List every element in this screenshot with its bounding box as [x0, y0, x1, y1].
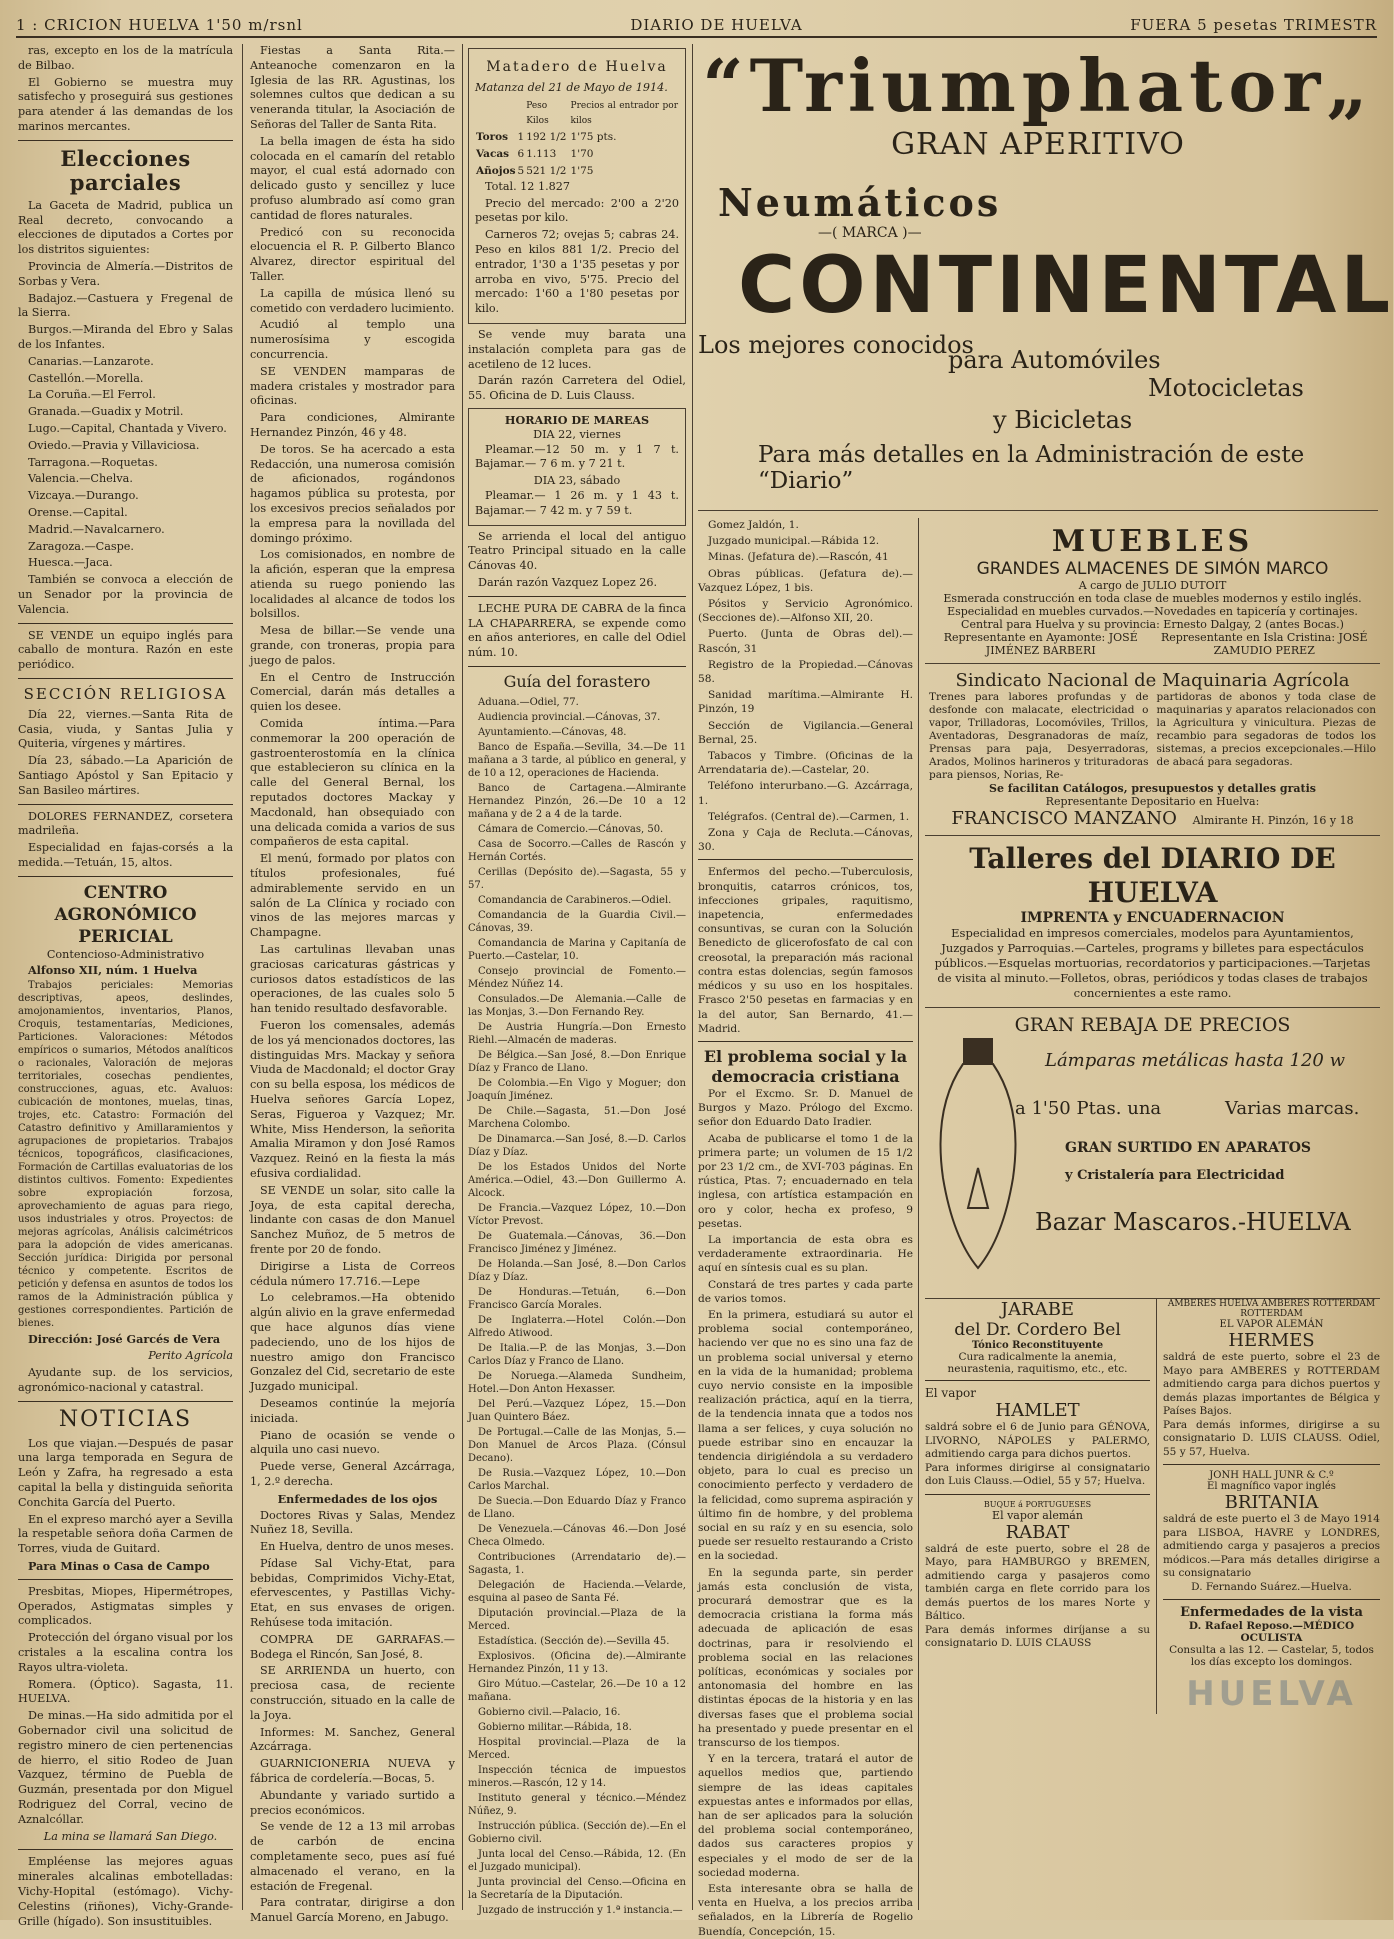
article-text: SE VENDE un solar, sito calle la Joya, de esta capital derecha, lindante con casas de don Manuel Sanchez Muñoz, de 5 metros de frente por 20 de fondo. [250, 1183, 455, 1256]
list-item: De Rusia.—Vazquez López, 10.—Don Carlos Marchal. [468, 1467, 686, 1492]
list-item: De los Estados Unidos del Norte América.—Odiel, 43.—Don Guillermo A. Alcock. [468, 1161, 686, 1199]
ad-heading: Sindicato Nacional de Maquinaria Agrícola [955, 670, 1350, 691]
article-text: En la segunda parte, sin perder jamás esta conclusión de vista, procurará demostrar que es la democracia cristiana la forma más adecuada de aplicación de esas doctrinas, para ir resolviendo el problema social en las relaciones políticas, económicas y sociales por antonomasia del hombre en las distintas épocas de la historia y en las diversas fases que el problema social ha presentado y puede presentar en el transcurso de los tiempos. [698, 1566, 913, 1750]
ad-text: Lámparas metálicas hasta 120 w [1045, 1050, 1346, 1071]
section-title: Guía del forastero [503, 671, 651, 691]
article-text: Empléense las mejores aguas minerales alcalinas embotelladas: Vichy-Hopital (estómago). Vichy-Celestins (riñones), Vichy-Grande-Grille (hígado). Son insustituibles. [18, 1855, 233, 1928]
ad-text: Se facilitan Catálogos, presupuestos y detalles gratis [989, 782, 1316, 795]
list-item: De Honduras.—Tetuán, 6.—Don Francisco García Morales. [468, 1286, 686, 1311]
list-item: Consejo provincial de Fomento.—Méndez Núñez 14. [468, 965, 686, 990]
article-text: Precio del mercado: 2'00 a 2'20 pesetas por kilo. [475, 196, 679, 225]
ad-text: D. Fernando Suárez.—Huelva. [1191, 1580, 1352, 1593]
list-item: Comandancia de la Guardia Civil.—Cánovas, 39. [468, 909, 686, 934]
divider [925, 1494, 1150, 1495]
article-text: Las cartulinas llevaban unas graciosas caricaturas gástricas y curiosos datos estadísticos de las operaciones, de las cuales solo 5 han tenido resultado desfavorable. [250, 943, 455, 1016]
table-cell: 1'75 [570, 164, 594, 177]
divider [18, 1579, 233, 1580]
article-text: SE ARRIENDA un huerto, con preciosa casa, de reciente construcción, situado en la calle de la Joya. [250, 1664, 455, 1722]
table-header [475, 98, 517, 130]
article-text: El menú, formado por platos con títulos profesionales, fué admirablemente servido en un salón de La Clínica y rociado con vinos de las mejores marcas y Champagne. [250, 852, 455, 940]
classified-ad: Darán razón Vazquez Lopez 26. [478, 575, 658, 589]
divider [925, 1380, 1150, 1381]
column-1 [18, 44, 233, 1928]
article-text: Comida íntima.—Para conmemorar la 200 operación de gastroenterostomía en la clínica que establecieron su clínica en la calle del General Bernal, los reputados doctores Mackay y Macdonald, han obsequiado con una delicada comida a varios de sus compañeros de esta capital. [250, 717, 455, 849]
ad-address: Almirante H. Pinzón, 16 y 18 [1192, 814, 1354, 827]
list-item: Comandancia de Marina y Capitanía de Puerto.—Castelar, 10. [468, 937, 686, 962]
list-item: Delegación de Hacienda.—Velarde, esquina al paseo de Santa Fé. [468, 1579, 686, 1604]
article-text: Se vende de 12 a 13 mil arrobas de carbón de encina completamente seco, pues así fué almacenado el verano, en la estación de Fregenal. [250, 1820, 455, 1893]
ad-text: Para informes dirigirse al consignatario don Luis Clauss.—Odiel, 55 y 57; Huelva. [925, 1461, 1150, 1487]
table-cell: Añojos [476, 164, 516, 177]
table-cell: 6 [517, 148, 525, 161]
list-item: Audiencia provincial.—Cánovas, 37. [478, 711, 661, 723]
list-item: De Austria Hungría.—Don Ernesto Riehl.—Almacén de maderas. [468, 1021, 686, 1046]
signature: Perito Agrícola [148, 1349, 233, 1363]
list-item: Sanidad marítima.—Almirante H. Pinzón, 19 [698, 689, 913, 716]
sindicato-ad [925, 664, 1380, 836]
triumphator-ad [698, 44, 1378, 174]
list-item: De Holanda.—San José, 8.—Don Carlos Díaz y Díaz. [468, 1258, 686, 1283]
article-text: Lo celebramos.—Ha obtenido algún alivio en la grave enfermedad que hace algunos días viene padeciendo, uno de los hijos de nuestro amigo don Francisco Gonzalez del Cid, secretario de este Juzgado municipal. [250, 1291, 455, 1394]
tide-times: Pleamar.—12 50 m. y 1 7 t. Bajamar.— 7 6 m. y 7 21 t. [475, 442, 679, 471]
list-item: Obras públicas. (Jefatura de).—Vazquez López, 1 bis. [698, 567, 913, 594]
ad-text: D. Rafael Reposo.—MÉDICO OCULISTA [1188, 1620, 1355, 1644]
list-item: De Bélgica.—San José, 8.—Don Enrique Díaz y Franco de Llano. [468, 1049, 686, 1074]
list-item: Puerto. (Junta de Obras del).—Rascón, 31 [698, 628, 913, 655]
shipping-section [925, 1299, 1380, 1714]
ad-heading: Enfermedades de la vista [1180, 1605, 1363, 1620]
ad-text [929, 808, 1376, 829]
list-item: De Noruega.—Alameda Sundheim, Hotel.—Don Anton Hexasser. [468, 1370, 686, 1395]
ad-text: A cargo de JULIO DUTOIT [1078, 579, 1227, 592]
article-text: Pídase Sal Vichy-Etat, para bebidas, Comprimidos Vichy-Etat, efervescentes, y Pastillas Vichy-Etat, en sus envases de origen. Rehúsese toda imitación. [250, 1556, 455, 1630]
column-3 [468, 44, 686, 1914]
classified-ad: Especialidad en fajas-corsés a la medida.—Tetuán, 15, altos. [18, 841, 233, 870]
talleres-ad [925, 836, 1380, 1008]
list-item: De Chile.—Sagasta, 51.—Don José Marchena Colombo. [468, 1105, 686, 1130]
article-text: GUARNICIONERIA NUEVA y fábrica de cordelería.—Bocas, 5. [250, 1757, 455, 1786]
list-item: De Colombia.—En Vigo y Moguer; don Joaquín Jiménez. [468, 1077, 686, 1102]
ad-heading: Talleres del DIARIO DE HUELVA [969, 842, 1336, 909]
list-item: La Coruña.—El Ferrol. [28, 388, 156, 402]
ad-text: Cura radicalmente la anemia, neurastenia, raquitismo, etc., etc. [947, 1351, 1128, 1375]
directory-list [468, 696, 686, 1917]
article-text: Presbitas, Miopes, Hipermétropes, Operados, Astigmatas simples y complicados. [18, 1584, 233, 1628]
article-text: También se convoca a elección de un Senador por la provincia de Valencia. [18, 573, 233, 616]
ad-text: y Bicicletas [993, 406, 1133, 434]
ad-subtitle: GRAN APERITIVO [891, 127, 1185, 162]
article-text: Predicó con su reconocida elocuencia el R. P. Gilberto Blanco Alvarez, director espiritual del Taller. [250, 225, 455, 283]
list-item: Valencia.—Chelva. [28, 472, 133, 486]
divider [1163, 1464, 1380, 1465]
article-text: SE VENDEN mamparas de madera cristales y mostrador para oficinas. [250, 364, 455, 408]
list-item: Badajoz.—Castuera y Fregenal de la Sierra. [18, 291, 233, 320]
divider [18, 623, 233, 624]
rebaja-ad [925, 1008, 1380, 1299]
ad-text: Para más detalles en la Administración de este “Diario” [758, 442, 1305, 494]
column-divider [918, 518, 919, 1910]
ad-text: El vapor [925, 1386, 976, 1400]
shipping-right [1157, 1299, 1380, 1714]
article-text: Fueron los comensales, además de los yá mencionados doctores, las distinguidas Mrs. Mackay y señora Viuda de Macdonald; el doctor Gray con su bella esposa, los médicos de Huelva señores García Lopez, Seras, Figueroa y Vazquez; Mr. White, Miss Henderson, la señorita Amalia Miramon y don José Ramos Vazquez. Reinó en la fiesta la más efusiva cordialidad. [250, 1019, 455, 1180]
ad-text: Tónico Reconstituyente [971, 1340, 1104, 1351]
article-text: Piano de ocasión se vende o alquila uno casi nuevo. [250, 1428, 455, 1457]
article-text: Para condiciones, Almirante Hernandez Pinzón, 46 y 48. [250, 411, 455, 439]
ad-brand: CONTINENTAL [738, 241, 1394, 331]
article-text: En el Centro de Instrucción Comercial, darán más detalles a quien los desee. [250, 670, 455, 714]
table-row [475, 129, 679, 146]
article-text: Ayudante sup. de los servicios, agronómico-nacional y catastral. [18, 1366, 233, 1394]
article-text: Los que viajan.—Después de pasar una larga temporada en Segura de León y Zafra, ha regresado a esta capital la bella y distinguida señorita Conchita García del Puerto. [18, 1436, 233, 1509]
article-text: Acudió al templo una numerosísima y escogida concurrencia. [250, 318, 455, 361]
ad-text: saldrá de este puerto el 3 de Mayo 1914 para LISBOA, HAVRE y LONDRES, admitiendo carga y pasajeros a precios módicos.—Para más detalles dirigirse a su consignatario [1163, 1513, 1380, 1579]
classified-ad: SE VENDE un equipo inglés para caballo de montura. Razón en este periódico. [18, 628, 233, 672]
ship-name: BRITANIA [1224, 1492, 1319, 1513]
library-stamp: HUELVA [1186, 1674, 1357, 1714]
divider [1163, 1599, 1380, 1600]
ad-text: Representante Depositario en Huelva: [1045, 795, 1260, 808]
divider [698, 1041, 913, 1042]
table-row [475, 163, 679, 180]
list-item: Cerillas (Depósito de).—Sagasta, 55 y 57. [468, 866, 686, 891]
list-item: De Italia.—P. de las Monjas, 3.—Don Carlos Díaz y Franco de Llano. [468, 1342, 686, 1367]
article-text: Romera. (Óptico). Sagasta, 11. HUELVA. [18, 1677, 233, 1706]
list-item: Juzgado de instrucción y 1.ª instancia.— [478, 1904, 683, 1916]
article-text: Carneros 72; ovejas 5; cabras 24. Peso en kilos 881 1/2. Precio del entrador, 1'30 a 1'35 pesetas y por arroba en vivo, 5'75. Precio del mercado: 1'60 a 1'80 pesetas por kilo. [475, 228, 679, 316]
list-item: De Francia.—Vazquez López, 10.—Don Víctor Prevost. [468, 1202, 686, 1227]
list-item: Junta local del Censo.—Rábida, 12. (En el Juzgado municipal). [468, 1848, 686, 1873]
ad-heading: del Dr. Cordero Bel [954, 1320, 1121, 1340]
classified-ad: Se vende muy barata una instalación completa para gas de acetileno de 12 luces. [468, 327, 686, 371]
article-text: Para Minas o Casa de Campo [28, 1559, 210, 1574]
table-cell: Vacas [476, 148, 510, 161]
section-title: Matadero de Huelva [486, 59, 668, 75]
ad-text: BUQUE á PORTUGUESES [983, 1499, 1092, 1509]
list-item: De Guatemala.—Cánovas, 36.—Don Francisco Jiménez y Jiménez. [468, 1230, 686, 1255]
list-item: Aduana.—Odiel, 77. [478, 696, 579, 708]
ad-text: partidoras de abonos y toda clase de maquinarias y aparatos relacionados con la Agricultura y vinicultura. Piezas de recambio para segadoras de todos los sistemas, a precios excepcionales.—Hilo de abacá para segadoras. [1156, 691, 1376, 768]
table-header-row [475, 98, 679, 130]
list-item: Gobierno civil.—Palacio, 16. [478, 1706, 621, 1718]
table-header: Precios al entrador por kilos [570, 100, 678, 126]
slaughterhouse-box [468, 48, 686, 324]
column-divider [242, 44, 243, 1910]
table-cell: 1'70 [570, 148, 594, 161]
article-text: Doctores Rivas y Salas, Mendez Nuñez 18, Sevilla. [250, 1508, 455, 1537]
section-title: SECCIÓN RELIGIOSA [23, 684, 228, 703]
ad-name: FRANCISCO MANZANO [951, 808, 1177, 829]
ad-text: Representante en Isla Cristina: JOSÉ ZAMUDIO PEREZ [1160, 631, 1368, 657]
list-item: Banco de España.—Sevilla, 34.—De 11 mañana a 3 tarde, al público en general, y de 10 a 12, operaciones de Hacienda. [468, 741, 686, 779]
article-text: Abundante y variado surtido a precios económicos. [250, 1788, 455, 1817]
list-item: Tabacos y Timbre. (Oficinas de la Arrendataria de).—Castelar, 20. [698, 750, 913, 777]
ad-representatives [929, 631, 1376, 657]
ad-text: GRANDES ALMACENES DE SIMÓN MARCO [976, 559, 1329, 579]
article-text: Esta interesante obra se halla de venta en Huelva, a los precios arriba señalados, en la Librería de Rogelio Buendía, Concepción, 15. [698, 1883, 913, 1938]
article-text: De minas.—Ha sido admitida por el Gobernador civil una solicitud de registro minero de cien pertenencias de hierro, el sitio Rodeo de Juan Vazquez, término de Puebla de Guzmán, presentada por don Miguel Rodriguez del Corral, vecino de Aznalcóllar. [18, 1709, 233, 1826]
header-center: DIARIO DE HUELVA [630, 16, 803, 34]
table-cell: 1.113 [526, 148, 557, 161]
divider [698, 859, 913, 860]
list-item: Minas. (Jefatura de).—Rascón, 41 [708, 551, 889, 564]
list-item: Ayuntamiento.—Cánovas, 48. [478, 726, 627, 738]
article-text: La Gaceta de Madrid, publica un Real decreto, convocando a elecciones de diputados a Cortes por los distritos siguientes: [18, 198, 233, 257]
ad-text: para Automóviles [948, 346, 1161, 374]
article-text: Protección del órgano visual por los cristales a la escalina contra los Rayos ultra-violeta. [18, 1631, 233, 1674]
list-item: Giro Mútuo.—Castelar, 26.—De 10 a 12 mañana. [468, 1678, 686, 1703]
ship-name: HERMES [1228, 1330, 1315, 1351]
list-item: Casa de Socorro.—Calles de Rascón y Hernán Cortés. [468, 838, 686, 863]
divider [18, 804, 233, 805]
article-text: En el expreso marchó ayer a Sevilla la respetable señora doña Carmen de Torres, viuda de Guitard. [18, 1512, 233, 1556]
article-text: Dirigirse a Lista de Correos cédula número 17.716.—Lepe [250, 1259, 455, 1288]
muebles-ad [925, 518, 1380, 664]
list-item: Telégrafos. (Central de).—Carmen, 1. [708, 810, 910, 823]
list-item: Gomez Jaldón, 1. [708, 519, 799, 531]
divider [18, 876, 233, 877]
list-item: De Portugal.—Calle de las Monjas, 5.—Don Manuel de Arcos Plaza. (Cónsul Decano). [468, 1426, 686, 1464]
ad-text: El magnífico vapor inglés [1207, 1481, 1336, 1492]
ad-text: Especialidad en impresos comerciales, modelos para Ayuntamientos, Juzgados y Parroquias.—Carteles, programs y billetes para espectáculos públicos.—Esquelas mortuorias, recordatorios y participaciones.—Tarjetas de visita al minuto.—Folletos, obras, periódicos y todas clases de trabajos concernientes a este ramo. [934, 926, 1371, 1000]
ad-heading: GRAN REBAJA DE PRECIOS [1014, 1014, 1291, 1036]
ad-heading: MUEBLES [1051, 524, 1254, 559]
list-item: Instituto general y técnico.—Méndez Núñez, 9. [468, 1792, 686, 1817]
list-item: Instrucción pública. (Sección de).—En el Gobierno civil. [468, 1820, 686, 1845]
article-text: Y en la tercera, tratará el autor de aquellos medios que, partiendo siempre de las ideas capitales expuestas antes e informados por ellas, han de ser aplicados para la solución del problema social contemporáneo, dados sus caracteres propios y especiales y el modo de ser de la sociedad moderna. [698, 1753, 913, 1879]
ad-text: saldrá de este puerto, sobre el 23 de Mayo para AMBERES y ROTTERDAM admitiendo carga para dichos puertos y demás plazas importantes de Bélgica y Países Bajos. [1163, 1351, 1380, 1417]
divider [18, 1401, 233, 1402]
header-right: FUERA 5 pesetas TRIMESTR [1130, 16, 1377, 34]
section-title: CENTRO AGRONÓMICO PERICIAL [54, 882, 197, 947]
list-item: Gobierno militar.—Rábida, 18. [478, 1721, 632, 1733]
ad-tagline: —( MARCA )— [818, 225, 922, 241]
list-item: Canarias.—Lanzarote. [28, 354, 154, 368]
ad-text: saldrá sobre el 6 de Junio para GÉNOVA, LIVORNO, NÁPOLES y PALERMO, admitiendo carga para dichos puertos. [925, 1421, 1150, 1460]
list-item: Juzgado municipal.—Rábida 12. [708, 535, 880, 548]
list-item: Provincia de Almería.—Distritos de Sorbas y Vera. [18, 259, 233, 288]
table-cell: 1 [517, 131, 525, 144]
list-item: Granada.—Guadix y Motril. [28, 405, 184, 419]
article-text: En Huelva, dentro de unos meses. [260, 1540, 454, 1554]
article-text: La mina se llamará San Diego. [43, 1829, 218, 1843]
column-divider [692, 44, 693, 1910]
date-line: Matanza del 21 de Mayo de 1914. [475, 81, 668, 94]
list-item: Banco de Cartagena.—Almirante Hernandez Pinzón, 26.—De 10 a 12 mañana y de 2 a 4 de la tarde. [468, 782, 686, 820]
article-text: De toros. Se ha acercado a esta Redacción, una numerosa comisión de aficionados, rogándonos hagamos pública su protesta, por los excesivos precios señalados por la empresa para la novillada del domingo próximo. [250, 442, 455, 545]
article-text: Los comisionados, en nombre de la afición, esperan que la empresa atienda su ruego poniendo las localidades al alcance de todos los bolsillos. [250, 548, 455, 621]
list-item: Castellón.—Morella. [28, 371, 144, 385]
table-row [475, 146, 679, 163]
section-title: NOTICIAS [58, 1406, 193, 1432]
list-item: Hospital provincial.—Plaza de la Merced. [468, 1736, 686, 1761]
page-header [16, 14, 1377, 38]
list-item: De Venezuela.—Cánovas 46.—Don José Checa Olmedo. [468, 1523, 686, 1548]
list-item: Inspección técnica de impuestos mineros.—Rascón, 12 y 14. [468, 1764, 686, 1789]
list-item: Estadística. (Sección de).—Sevilla 45. [478, 1635, 670, 1647]
address: Alfonso XII, núm. 1 Huelva [28, 962, 198, 977]
article-text: Acaba de publicarse el tomo 1 de la primera parte; un volumen de 15 1/2 por 23 1/2 cm., de XVI-703 páginas. En rústica, Ptas. 7; encuadernado en tela inglesa, con artística estampación en oro y color, hecha ex profeso, 9 pesetas. [698, 1132, 913, 1230]
article-text: COMPRA DE GARRAFAS.—Bodega el Rincón, San José, 8. [250, 1632, 455, 1661]
ad-text: Para demás informes, dirigirse a su consignatario D. LUIS CLAUSS. Odiel, 55 y 57, Huelva. [1163, 1418, 1380, 1458]
article-text: Día 23, sábado.—La Aparición de Santiago Apóstol y San Epitacio y San Basileo mártires. [18, 754, 233, 797]
section-title: El problema social y la democracia cristiana [703, 1046, 908, 1086]
list-item: Sección de Vigilancia.—General Bernal, 25. [698, 719, 913, 746]
slaughter-table [475, 98, 679, 180]
list-item: Huesca.—Jaca. [28, 556, 113, 570]
divider [468, 596, 686, 597]
article-text: El Gobierno se muestra muy satisfecho y proseguirá sus gestiones para atender á las demandas de los marinos mercantes. [18, 75, 233, 133]
ad-text: Central para Huelva y su provincia: Ernesto Dalgay, 2 (antes Bocas.) [961, 618, 1344, 631]
table-cell: 1'75 pts. [570, 131, 617, 144]
tides-box [468, 408, 686, 526]
article-text: En la primera, estudiará su autor el problema social contemporáneo, haciendo ver que no es sino una faz de un problema social universal y eterno en la vida de la humanidad; problema cuyo nervio consiste en la imposible realización práctica, aquí en la tierra, de la tendencia innata que a todos nos llama a ser felices, y cuya solución no puede estribar sino en encauzar la tendencia dirigiéndola a su verdadero objeto, para lo cual es preciso un conocimiento perfecto y verdadero de la felicidad, como suprema aspiración y último fin de hombre, y del problema social en su raíz y en su esencia, solo puede ser resuelto restaurando a Cristo en la sociedad. [698, 1308, 913, 1563]
ad-text: Consulta a las 12. — Castelar, 5, todos los días excepto los domingos. [1169, 1644, 1374, 1668]
continental-ad [698, 180, 1394, 511]
shipping-left [925, 1299, 1157, 1714]
classified-ad: LECHE PURA DE CABRA de la finca LA CHAPARRERA, se expende como en años anteriores, en calle del Odiel núm. 10. [468, 601, 686, 660]
ad-text: y Cristalería para Electricidad [1065, 1168, 1285, 1183]
list-item: Consulados.—De Alemania.—Calle de las Monjas, 3.—Don Fernando Rey. [468, 993, 686, 1018]
ad-text: Bazar Mascaros.-HUELVA [1035, 1208, 1351, 1236]
table-cell: 192 1/2 [526, 131, 567, 144]
date-line: DIA 23, sábado [533, 474, 621, 488]
article-text: Enfermedades de los ojos [277, 1491, 438, 1506]
article-text: ras, excepto en los de la matrícula de Bilbao. [18, 44, 233, 72]
column-5 [925, 518, 1380, 1908]
list-item: Contribuciones (Arrendatario de).—Sagasta, 1. [468, 1551, 686, 1576]
list-item: Pósitos y Servicio Agronómico. (Secciones de).—Alfonso XII, 20. [698, 598, 913, 625]
list-item: De Dinamarca.—San José, 8.—D. Carlos Díaz y Díaz. [468, 1133, 686, 1158]
table-header [517, 98, 526, 130]
list-item: Teléfono interurbano.—G. Azcárraga, 1. [698, 780, 913, 807]
article-text: Trabajos periciales: Memorias descriptivas, apeos, deslindes, amojonamientos, inventarios, Planos, Croquis, testamentarías, Mediciones, Particiones. Valoraciones: Métodos empíricos o sumarios, Métodos analíticos o racionales, Valoración de mejoras territoriales, cosechas pendientes, construcciones, aguas, etc. Avaluos: cubicación de montones, muelas, tinas, trojes, etc. Catastro: Formación del Catastro definitivo y Amillaramientos y agrupaciones de propietarios. Trabajos técnicos, topográficos, clasificaciones, Formación de Cartillas evaluatorias de los distintos cultivos. Fomento: Expedientes sobre expropiación forzosa, aprovechamiento de aguas para riego, usos industriales y otros. Proyectos: de mejoras agrícolas, Análisis calcimétricos para la adopción de vides americanas. Sección jurídica: Dirigida por personal técnico y competente. Escritos de petición y defensa en asuntos de todos los ramos de la Administración pública y gestiones correspondientes. Partición de bienes. [18, 980, 233, 1330]
list-item: Zona y Caja de Recluta.—Cánovas, 30. [698, 827, 913, 854]
section-title: Elecciones parciales [60, 145, 191, 195]
ship-name: RABAT [1005, 1521, 1070, 1543]
article-text: Por el Excmo. Sr. D. Manuel de Burgos y Mazo. Prólogo del Excmo. señor don Eduardo Dato Iradier. [698, 1087, 913, 1129]
list-item: Cámara de Comercio.—Cánovas, 50. [478, 823, 664, 835]
section-subtitle: Contencioso-Administrativo [46, 947, 205, 961]
list-item: Explosivos. (Oficina de).—Almirante Hernandez Pinzón, 11 y 13. [468, 1650, 686, 1675]
ad-heading: JARABE [1000, 1299, 1075, 1320]
table-cell: 5 [517, 164, 525, 177]
ad-text: Varias marcas. [1225, 1098, 1360, 1119]
table-header: Peso Kilos [526, 100, 549, 126]
article-text: Para contratar, dirigirse a don Manuel García Moreno, en Jabugo. [250, 1896, 455, 1925]
list-item: Registro de la Propiedad.—Cánovas 58. [698, 658, 913, 686]
article-text: La bella imagen de ésta ha sido colocada en el camarín del retablo mayor, el cual está adornado con delicado gusto y sencillez y luce profuso alumbrado así como gran cantidad de flores naturales. [250, 134, 455, 222]
ad-text: JONH HALL JUNR & C.º [1209, 1470, 1334, 1481]
list-item: Madrid.—Navalcarnero. [28, 522, 165, 536]
divider [18, 1849, 233, 1850]
ad-text: Esmerada construcción en toda clase de muebles modernos y estilo inglés. Especialidad en muebles curvados.—Novedades en tapicería y cortinajes. [943, 592, 1362, 618]
article-text: Enfermos del pecho.—Tuberculosis, bronquitis, catarros crónicos, tos, infecciones gripales, raquitismo, inapetencia, enfermedades consuntivas, se curan con la Solución Benedicto de glicerofosfato de cal con creosotal, la preparación más racional contra estas dolencias, según famosos médicos y su uso en los hospitales. Frasco 2'50 pesetas en farmacias y en la del autor, San Bernardo, 41.—Madrid. [698, 866, 913, 1035]
ad-text: saldrá de este puerto, sobre el 28 de Mayo, para HAMBURGO y BREMEN, admitiendo carga y pasajeros como también carga en flete corrido para los demás puertos de los mares Norte y Báltico. [925, 1542, 1150, 1622]
list-item: De Inglaterra.—Hotel Colón.—Don Alfredo Atiwood. [468, 1314, 686, 1339]
ad-brand: “Triumphator„ [702, 43, 1374, 128]
section-title: HORARIO DE MAREAS [504, 412, 650, 427]
divider [18, 140, 233, 141]
ad-subheading: IMPRENTA y ENCUADERNACION [1020, 910, 1285, 926]
ad-text: a 1'50 Ptas. una [1015, 1098, 1162, 1119]
list-item: De Suecia.—Don Eduardo Díaz y Franco de Llano. [468, 1495, 686, 1520]
header-left: 1 : CRICION HUELVA 1'50 m/rsnl [16, 16, 303, 34]
ad-text: Motocicletas [1148, 374, 1304, 402]
article-text: Día 22, viernes.—Santa Rita de Casia, viuda, y Santas Julia y Quiteria, vírgenes y mártires. [18, 707, 233, 751]
ad-text: Los mejores conocidos [698, 331, 974, 359]
article-text: La capilla de música llenó su cometido con verdadero lucimiento. [250, 286, 455, 315]
list-item: Junta provincial del Censo.—Oficina en la Secretaría de la Diputación. [468, 1876, 686, 1901]
date-line: DIA 22, viernes [533, 427, 621, 441]
ad-heading: Neumáticos [718, 180, 1002, 225]
list-item: Del Perú.—Vazquez López, 15.—Don Juan Quintero Báez. [468, 1398, 686, 1423]
article-text: Constará de tres partes y cada parte de varios tomos. [698, 1278, 913, 1305]
lamp-bulb-icon [933, 1038, 1023, 1278]
ad-text: Para demás informes diríjanse a su consignatario D. LUIS CLAUSS [925, 1623, 1150, 1649]
list-item: Oviedo.—Pravia y Villaviciosa. [28, 438, 200, 452]
list-item: Burgos.—Miranda del Ebro y Salas de los Infantes. [18, 323, 233, 351]
total-line: Total. 12 1.827 [485, 179, 571, 193]
ship-name: HAMLET [995, 1400, 1080, 1421]
column-2 [250, 44, 455, 1925]
column-4 [698, 518, 913, 1938]
ad-text: Trenes para labores profundas y de desfonde con malacate, electricidad o vapor, Trilladoras, Locomóviles, Trillos, Aventadoras, Desgranadoras de maíz, Prensas para paja, Desyerradoras, Arados, Molinos harineros y trituradoras para piensos, Norias, Re- [929, 691, 1149, 781]
classified-ad: DOLORES FERNANDEZ, corsetera madrileña. [18, 809, 233, 838]
list-item: Vizcaya.—Durango. [28, 489, 139, 503]
article-text: Puede verse, General Azcárraga, 1, 2.º derecha. [250, 1460, 455, 1488]
article-text: Mesa de billar.—Se vende una grande, con troneras, propia para juego de palos. [250, 624, 455, 667]
ad-body [929, 691, 1376, 782]
list-item: Tarragona.—Roquetas. [28, 455, 158, 469]
ad-text: AMBERES HUELVA AMBERES ROTTERDAM ROTTERDAM [1167, 1299, 1376, 1319]
article-text: La importancia de esta obra es verdaderamente extraordinaria. He aquí en síntesis cual es su plan. [698, 1233, 913, 1275]
list-item: Zaragoza.—Caspe. [28, 539, 134, 553]
list-item: Diputación provincial.—Plaza de la Merced. [468, 1607, 686, 1632]
classified-ad: Se arrienda el local del antiguo Teatro Principal situado en la calle Cánovas 40. [468, 529, 686, 573]
list-item: Lugo.—Capital, Chantada y Vivero. [28, 421, 227, 435]
election-list [18, 260, 233, 571]
article-text: Informes: M. Sanchez, General Azcárraga. [250, 1725, 455, 1754]
ad-text: GRAN SURTIDO EN APARATOS [1065, 1140, 1312, 1156]
ad-text: EL VAPOR ALEMÁN [1219, 1319, 1324, 1330]
signature: Dirección: José Garcés de Vera [28, 1332, 221, 1347]
column-divider [462, 44, 463, 1910]
tide-times: Pleamar.— 1 26 m. y 1 43 t. Bajamar.— 7 42 m. y 7 59 t. [475, 488, 679, 517]
list-item: Orense.—Capital. [28, 505, 128, 519]
article-text: Fiestas a Santa Rita.—Anteanoche comenzaron en la Iglesia de las RR. Agustinas, los solemnes cultos que dedican a su veneranda titular, la Asociación de Señoras del Taller de Santa Rita. [250, 44, 455, 131]
divider [18, 678, 233, 679]
ad-text: El vapor alemán [992, 1508, 1083, 1522]
table-cell: 521 1/2 [526, 164, 567, 177]
ad-text: Representante en Ayamonte: JOSÉ JIMÉNEZ BARBERI [943, 631, 1138, 657]
table-cell: Toros [476, 131, 509, 144]
divider [468, 666, 686, 667]
list-item: Comandancia de Carabineros.—Odiel. [478, 894, 672, 906]
classified-ad: Darán razón Carretera del Odiel, 55. Oficina de D. Luis Clauss. [468, 374, 686, 403]
article-text: Deseamos continúe la mejoría iniciada. [250, 1396, 455, 1425]
